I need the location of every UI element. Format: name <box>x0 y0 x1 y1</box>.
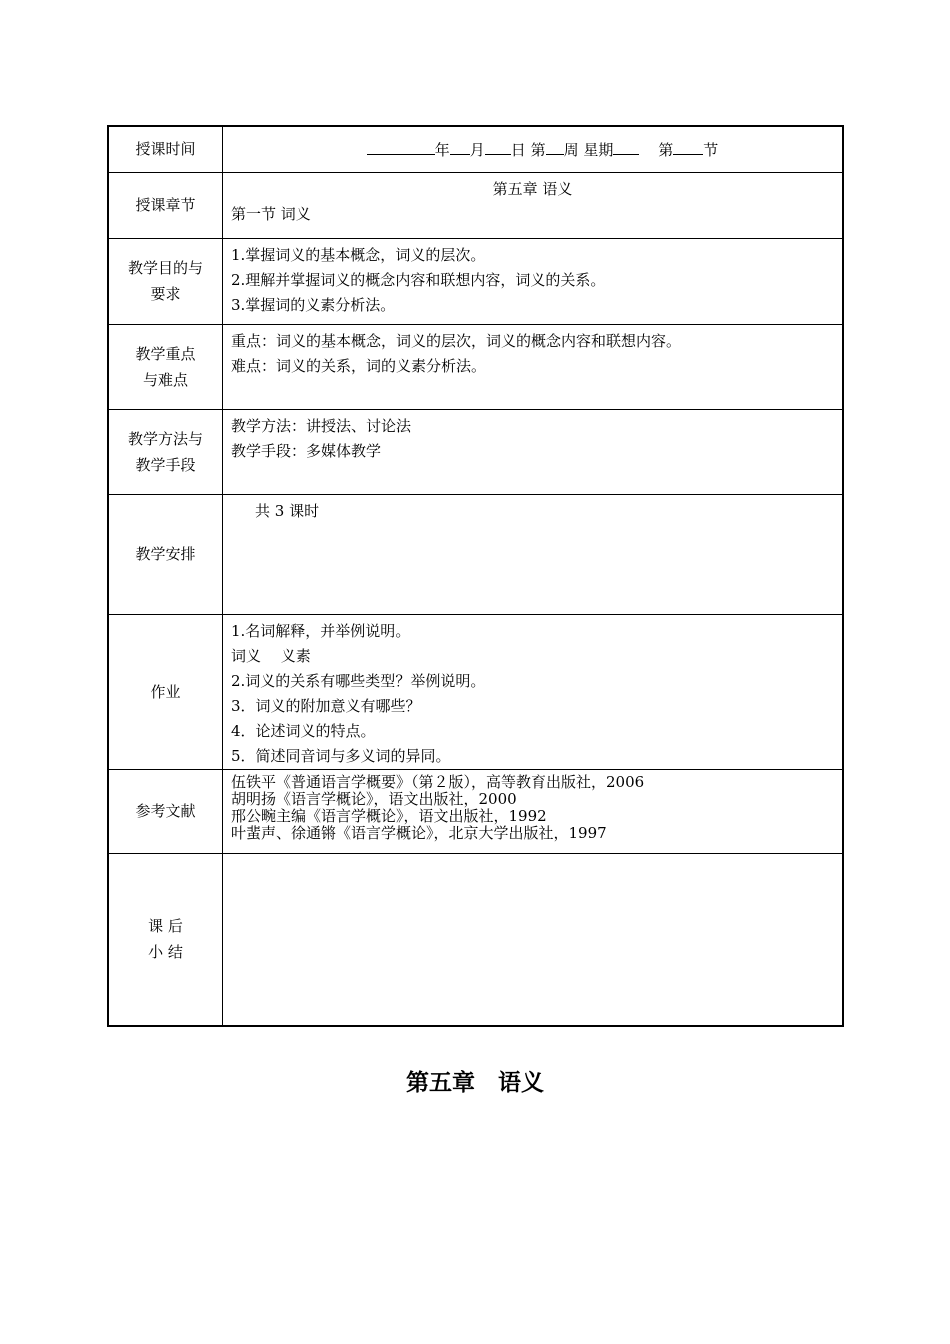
label-time: 授课时间 <box>108 126 223 172</box>
week-suffix: 周 <box>563 140 579 159</box>
label-key-points <box>108 324 223 409</box>
label-objectives <box>108 238 223 324</box>
row-objectives <box>108 238 843 324</box>
month-blank <box>450 140 470 155</box>
reference-line: 伍铁平《普通语言学概要》（第２版），高等教育出版社，2006 <box>231 772 645 791</box>
objective-line: 1.掌握词义的基本概念，词义的层次。 <box>231 245 486 264</box>
weekday-blank <box>613 140 639 155</box>
label-methods-2: 教学手段 <box>135 455 196 474</box>
row-arrangement <box>108 494 843 614</box>
objective-line: 2.理解并掌握词义的概念内容和联想内容，词义的关系。 <box>231 270 606 289</box>
key-point-line: 重点：词义的基本概念，词义的层次，词义的概念内容和联想内容。 <box>231 331 682 350</box>
homework-cell <box>223 614 844 769</box>
label-methods-1: 教学方法与 <box>127 429 203 448</box>
homework-line: 2.词义的关系有哪些类型？举例说明。 <box>231 671 486 690</box>
chapter-heading: 第五章 语义 <box>406 1069 544 1096</box>
label-objectives-1: 教学目的与 <box>127 259 203 277</box>
homework-line: 1.名词解释，并举例说明。 <box>231 621 411 640</box>
label-summary-1: 课 后 <box>148 917 183 936</box>
summary-cell <box>223 853 844 1026</box>
reference-line: 叶蜚声、徐通锵《语言学概论》，北京大学出版社，1997 <box>231 823 607 842</box>
homework-line: 4．论述词义的特点。 <box>231 721 376 740</box>
label-references: 参考文献 <box>108 769 223 853</box>
label-homework: 作业 <box>108 614 223 769</box>
label-key-points-1: 教学重点 <box>135 344 196 363</box>
year-blank <box>367 140 435 155</box>
section-blank <box>673 140 703 155</box>
row-summary <box>108 853 843 1026</box>
objective-line: 3.掌握词的义素分析法。 <box>231 295 396 314</box>
homework-line: 5．简述同音词与多义词的异同。 <box>231 746 451 765</box>
methods-cell <box>223 409 844 494</box>
label-summary <box>108 853 223 1026</box>
key-point-line: 难点：词义的关系，词的义素分析法。 <box>231 356 487 375</box>
day-text: 日 <box>510 140 526 159</box>
reference-line: 邢公畹主编《语言学概论》，语文出版社，1992 <box>231 806 547 825</box>
row-references <box>108 769 843 853</box>
homework-line: 3．词义的附加意义有哪些？ <box>231 696 421 715</box>
references-cell <box>223 769 844 853</box>
time-fields <box>223 126 844 172</box>
homework-line: 词义 义素 <box>231 646 311 665</box>
label-arrangement: 教学安排 <box>108 494 223 614</box>
label-objectives-2: 要求 <box>150 285 181 303</box>
month-text: 月 <box>469 140 485 159</box>
row-chapter <box>108 172 843 238</box>
week-blank <box>546 140 564 155</box>
label-chapter: 授课章节 <box>108 172 223 238</box>
chapter-cell <box>223 172 844 238</box>
label-methods <box>108 409 223 494</box>
row-homework <box>108 614 843 769</box>
day-blank <box>485 140 511 155</box>
chapter-section: 第一节 词义 <box>231 204 311 223</box>
arrangement-cell <box>223 494 844 614</box>
weekday-text: 星期 <box>583 140 614 159</box>
section-suffix: 节 <box>703 140 719 159</box>
reference-line: 胡明扬《语言学概论》，语文出版社，2000 <box>231 789 517 808</box>
method-line: 教学方法：讲授法、讨论法 <box>231 416 412 435</box>
lesson-plan-table <box>107 125 844 1027</box>
arrangement-text: 共 3 课时 <box>255 501 320 520</box>
objectives-cell <box>223 238 844 324</box>
week-prefix: 第 <box>530 140 546 159</box>
chapter-title: 第五章 语义 <box>492 179 573 198</box>
section-prefix: 第 <box>658 140 674 159</box>
row-time <box>108 126 843 172</box>
row-key-points <box>108 324 843 409</box>
label-key-points-2: 与难点 <box>142 370 188 389</box>
method-line: 教学手段：多媒体教学 <box>231 441 382 460</box>
key-points-cell <box>223 324 844 409</box>
label-summary-2: 小 结 <box>148 943 183 962</box>
row-methods <box>108 409 843 494</box>
year-text: 年 <box>434 140 450 159</box>
